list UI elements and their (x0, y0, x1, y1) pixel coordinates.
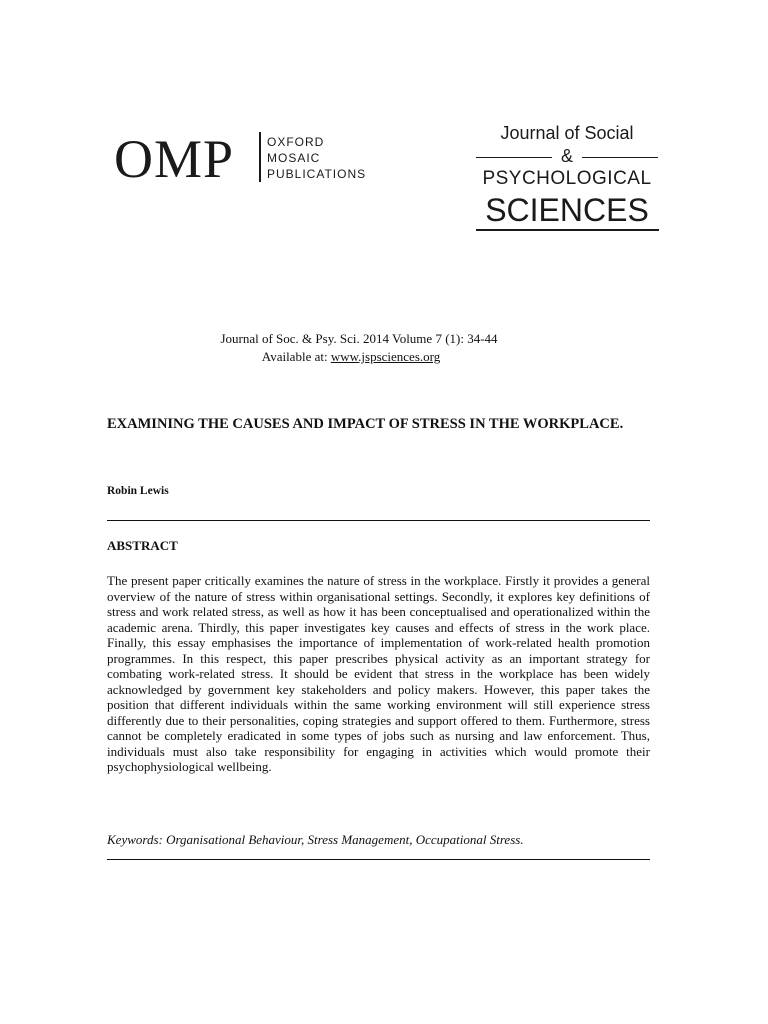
publisher-logo-word: OXFORD (267, 135, 325, 149)
publisher-logo-word: MOSAIC (267, 151, 321, 165)
author-name: Robin Lewis (107, 485, 169, 497)
publisher-logo-divider (259, 132, 261, 182)
journal-logo-line4: SCIENCES (485, 192, 649, 228)
journal-url-link[interactable]: www.jspsciences.org (330, 349, 441, 364)
journal-logo-line3: PSYCHOLOGICAL (482, 168, 652, 189)
abstract-body: The present paper critically examines the nature of stress in the workplace. Firstly it provides a general overview of the nature of stress within organisational settings. Secondly, it explores key definitions of stress and work related stress, as well as how it has been conceptualised and operationalized within the academic arena. Thirdly, this paper investigates key causes and effects of stress in the work place. Finally, this essay emphasises the importance of implementation of work-related health promotion programmes. In this respect, this paper prescribes physical activity as an important strategy for combating work-related stress. It should be evident that stress in the workplace has been widely acknowledged by government key stakeholders and policy makers. However, this paper takes the position that different individuals within the same working environment will still experience stress differently due to their personalities, coping strategies and support offered to them. Furthermore, stress cannot be completely eradicated in some types of jobs such as nursing and law enforcement. Thus, individuals must also take responsibility for engaging in activities which would promote their psychophysiological wellbeing. (107, 573, 650, 774)
abstract-heading: ABSTRACT (107, 538, 178, 553)
publisher-logo-mark: OMP (114, 129, 235, 189)
journal-logo-rule-left (476, 157, 552, 158)
journal-logo-underline (476, 229, 659, 231)
journal-logo-rule-right (582, 157, 658, 158)
paper-title: EXAMINING THE CAUSES AND IMPACT OF STRESS IN THE WORKPLACE. (107, 416, 624, 432)
publisher-logo-word: PUBLICATIONS (267, 167, 367, 181)
journal-logo-ampersand: & (560, 146, 573, 166)
divider-top (107, 520, 650, 521)
citation-line: Journal of Soc. & Psy. Sci. 2014 Volume 7 (1): 34-44 (220, 331, 498, 346)
keywords-line: Keywords: Organisational Behaviour, Stress Management, Occupational Stress. (107, 832, 524, 847)
availability-line (0, 349, 702, 365)
divider-bottom (107, 859, 650, 860)
availability-label: Available at: (261, 349, 328, 364)
journal-logo-line1: Journal of Social (500, 123, 634, 143)
publisher-logo-words (267, 134, 366, 182)
